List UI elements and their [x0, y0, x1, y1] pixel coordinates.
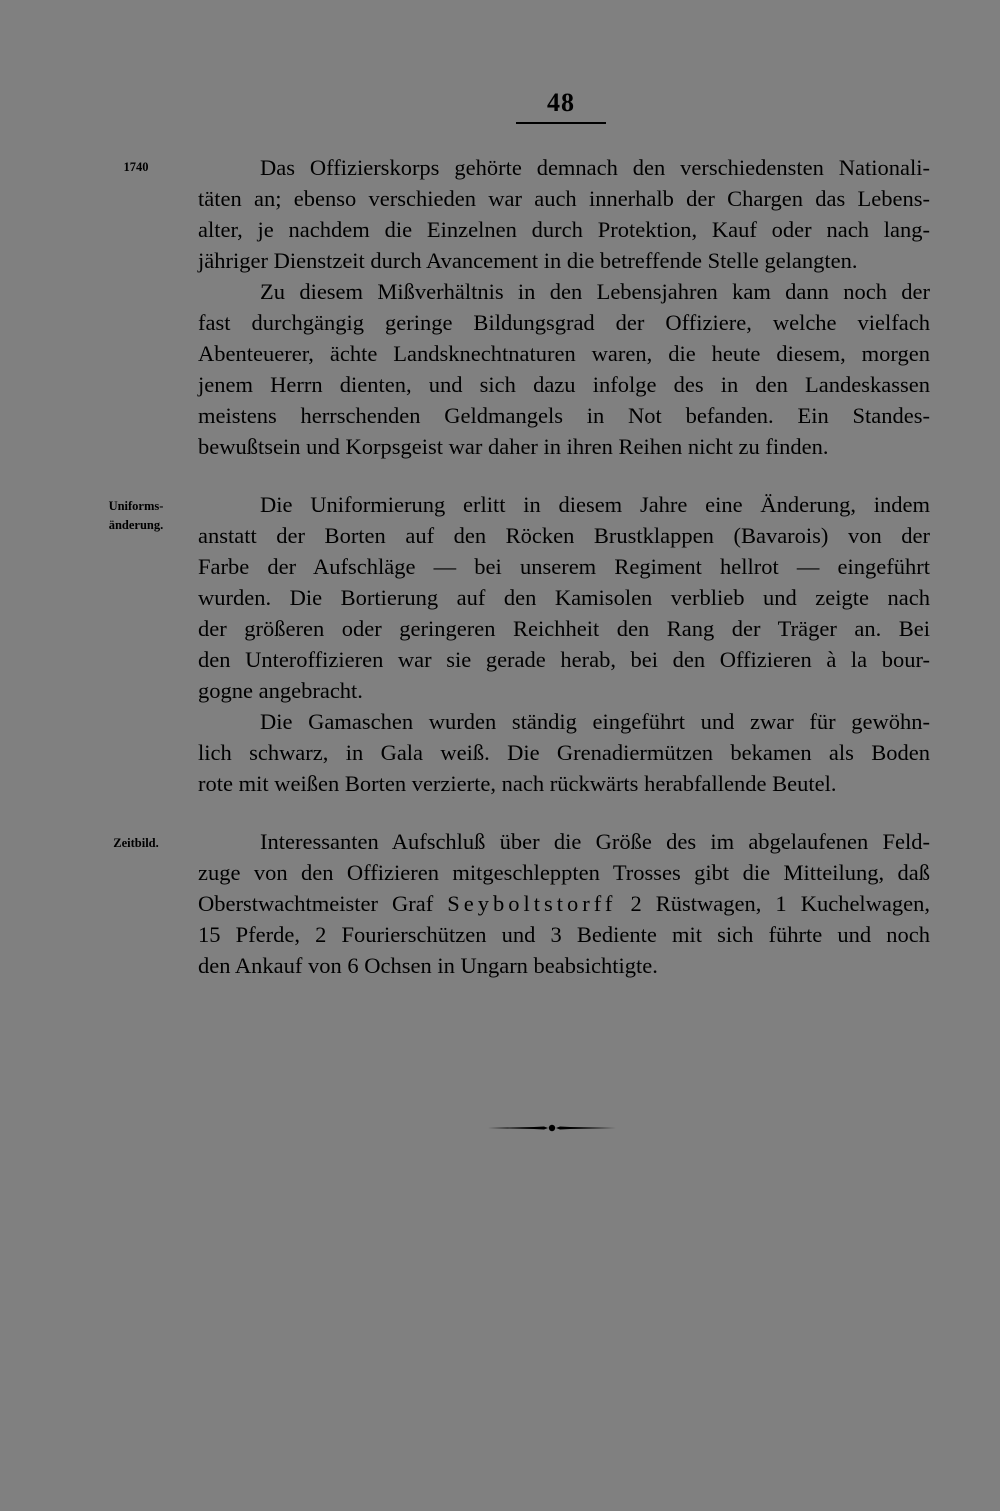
text-line: meistens herrschenden Geldmangels in Not befanden. Ein Standes- — [198, 403, 930, 428]
text-line: bewußtsein und Korpsgeist war daher in ihren Reihen nicht zu finden. — [198, 434, 829, 459]
margin-note-uniform-line1: Uniforms- — [108, 499, 164, 513]
ornament-divider-icon — [488, 1120, 616, 1136]
text-line: Die Gamaschen wurden ständig eingeführt und zwar für gewöhn- — [260, 709, 930, 734]
text-line: anstatt der Borten auf den Röcken Brustklappen (Bavarois) von der — [198, 523, 930, 548]
paragraph-baggage-train — [198, 826, 930, 981]
text-line: Interessanten Aufschluß über die Größe des im abgelaufenen Feld- — [260, 829, 930, 854]
margin-note-zeitbild-text: Zeitbild. — [113, 836, 159, 850]
text-line: alter, je nachdem die Einzelnen durch Protektion, Kauf oder nach lang- — [198, 217, 930, 242]
page-number: 48 — [547, 88, 575, 117]
paragraph-officer-corps — [198, 152, 930, 276]
text-line — [198, 888, 930, 919]
text-line: jähriger Dienstzeit durch Avancement in die betreffende Stelle gelangten. — [198, 248, 858, 273]
name-seyboltstorff: Seyboltstorff — [447, 891, 617, 916]
text-line: wurden. Die Bortierung auf den Kamisolen verblieb und zeigte nach — [198, 585, 930, 610]
text-line: Abenteuerer, ächte Landsknechtnaturen waren, die heute diesem, morgen — [198, 341, 930, 366]
text-line: den Ankauf von 6 Ochsen in Ungarn beabsichtigte. — [198, 953, 658, 978]
text-line: jenem Herrn dienten, und sich dazu infolge des in den Landeskassen — [198, 372, 930, 397]
text-line: fast durchgängig geringe Bildungsgrad der Offiziere, welche vielfach — [198, 310, 930, 335]
text-line: gogne angebracht. — [198, 678, 363, 703]
margin-note-uniform-change — [86, 497, 186, 535]
text-line: Die Uniformierung erlitt in diesem Jahre eine Änderung, indem — [260, 492, 930, 517]
text-segment: Oberstwachtmeister Graf — [198, 891, 434, 916]
text-line: Zu diesem Mißverhältnis in den Lebensjahren kam dann noch der — [260, 279, 930, 304]
text-line: Das Offizierskorps gehörte demnach den verschiedensten Nationali- — [260, 155, 930, 180]
text-line: zuge von den Offizieren mitgeschleppten Trosses gibt die Mitteilung, daß — [198, 860, 930, 885]
page-number-rule — [516, 122, 606, 124]
text-line: den Unteroffizieren war sie gerade herab, bei den Offizieren à la bour- — [198, 647, 930, 672]
paragraph-uniform — [198, 489, 930, 706]
text-line: lich schwarz, in Gala weiß. Die Grenadiermützen bekamen als Boden — [198, 740, 930, 765]
margin-note-zeitbild — [86, 834, 186, 853]
margin-note-uniform-line2: änderung. — [108, 518, 164, 532]
paragraph-gaiters — [198, 706, 930, 799]
text-line: Farbe der Aufschläge — bei unserem Regiment hellrot — eingeführt — [198, 554, 930, 579]
paragraph-education — [198, 276, 930, 462]
text-line: rote mit weißen Borten verzierte, nach rückwärts herabfallende Beutel. — [198, 771, 837, 796]
text-segment: 2 Rüstwagen, 1 Kuchelwagen, — [630, 891, 931, 916]
text-line: 15 Pferde, 2 Fourierschützen und 3 Bediente mit sich führte und noch — [198, 922, 930, 947]
margin-note-year-text: 1740 — [123, 160, 149, 174]
text-line: täten an; ebenso verschieden war auch innerhalb der Chargen das Lebens- — [198, 186, 930, 211]
margin-note-year — [86, 158, 186, 177]
text-line: der größeren oder geringeren Reichheit den Rang der Träger an. Bei — [198, 616, 930, 641]
